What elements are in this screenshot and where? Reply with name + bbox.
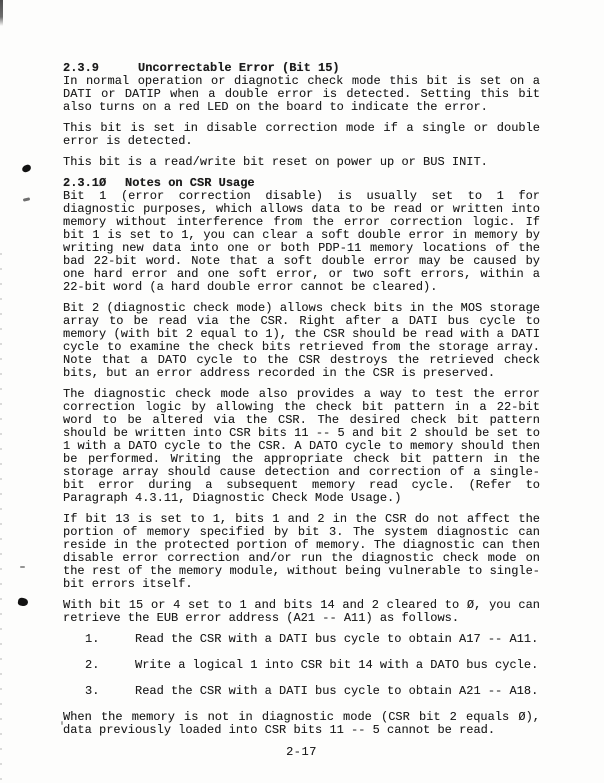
paragraph: This bit is set in disable correction mode if a single or double error is detected. — [63, 121, 540, 148]
section-number: 2.3.9 — [63, 61, 100, 75]
ink-speck-left-lower — [20, 566, 25, 568]
list-item-text: Write a logical 1 into CSR bit 14 with a DATO bus cycle. — [135, 658, 539, 672]
edge-smudge-top-left — [0, 0, 3, 26]
paragraph: Bit 1 (error correction disable) is usually set to 1 for diagnostic purposes, which allows data to be read or written into memory without interference from the error correction logic. If bit 1 is set to 1, you can clear a soft double error in memory by writing new data into one or both PDP-11 memory locations of the bad 22-bit word. Note that a soft double error may be caused by one hard error and one soft error, or two soft errors, within a 22-bit word (a hard double error cannot be cleared). — [63, 189, 540, 294]
list-item-text: Read the CSR with a DATI bus cycle to obtain A21 -- A18. — [135, 684, 539, 698]
section-title: Uncorrectable Error (Bit 15) — [138, 61, 340, 75]
paragraph: When the memory is not in diagnostic mode (CSR bit 2 equals Ø), data previously loaded into CSR bits 11 -- 5 cannot be read. — [63, 710, 540, 737]
page-content — [63, 62, 540, 759]
list-item-number: 1. — [85, 632, 100, 646]
paragraph: With bit 15 or 4 set to 1 and bits 14 and 2 cleared to Ø, you can retrieve the EUB error address (A21 -- A11) as follows. — [63, 598, 540, 625]
section-number: 2.3.1Ø — [63, 176, 107, 190]
list-item-number: 2. — [85, 658, 100, 672]
list-item — [63, 659, 540, 672]
paragraph: The diagnostic check mode also provides a way to test the error correction logic by allowing the check bit pattern in a 22-bit word to be altered via the CSR. The desired check bit pattern should be written into CSR bits 11 -- 5 and bit 2 should be set to 1 with a DATO cycle to the CSR. A DATO cycle to memory should then be performed. Writing the appropriate check bit pattern in the storage array should cause detection and correction of a single-bit error during a subsequent memory read cycle. (Refer to Paragraph 4.3.11, Diagnostic Check Mode Usage.) — [63, 387, 540, 505]
section-title: Notes on CSR Usage — [125, 176, 255, 190]
list-item — [63, 685, 540, 698]
paragraph: This bit is a read/write bit reset on power up or BUS INIT. — [63, 155, 488, 169]
paragraph: Bit 2 (diagnostic check mode) allows check bits in the MOS storage array to be read via the CSR. Right after a DATI bus cycle to memory (with bit 2 equal to 1), the CSR should be read with a DATI cycle to examine the check bits retrieved from the storage array. Note that a DATO cycle to the CSR destroys the retrieved check bits, but an error address recorded in the CSR is preserved. — [63, 301, 540, 380]
paragraph: In normal operation or diagnotic check mode this bit is set on a DATI or DATIP when a double error is detected. Setting this bit also turns on a red LED on the board to indicate the error. — [63, 74, 540, 114]
page-number: 2-17 — [286, 745, 317, 759]
ink-dot-left-upper — [21, 164, 32, 173]
list-item — [63, 633, 540, 646]
edge-noise-left — [0, 240, 2, 783]
numbered-list — [63, 633, 540, 698]
paragraph: If bit 13 is set to 1, bits 1 and 2 in the CSR do not affect the portion of memory specified by bit 3. The system diagnostic can reside in the protected portion of memory. The diagnostic can then disable error correction and/or run the diagnostic check mode on the rest of the memory module, without being vulnerable to single-bit errors itself. — [63, 512, 540, 591]
list-item-text: Read the CSR with a DATI bus cycle to obtain A17 -- A11. — [135, 632, 539, 646]
ink-dot-left-lower — [17, 597, 28, 607]
ink-speck-left-upper — [23, 197, 30, 201]
list-item-number: 3. — [85, 684, 100, 698]
